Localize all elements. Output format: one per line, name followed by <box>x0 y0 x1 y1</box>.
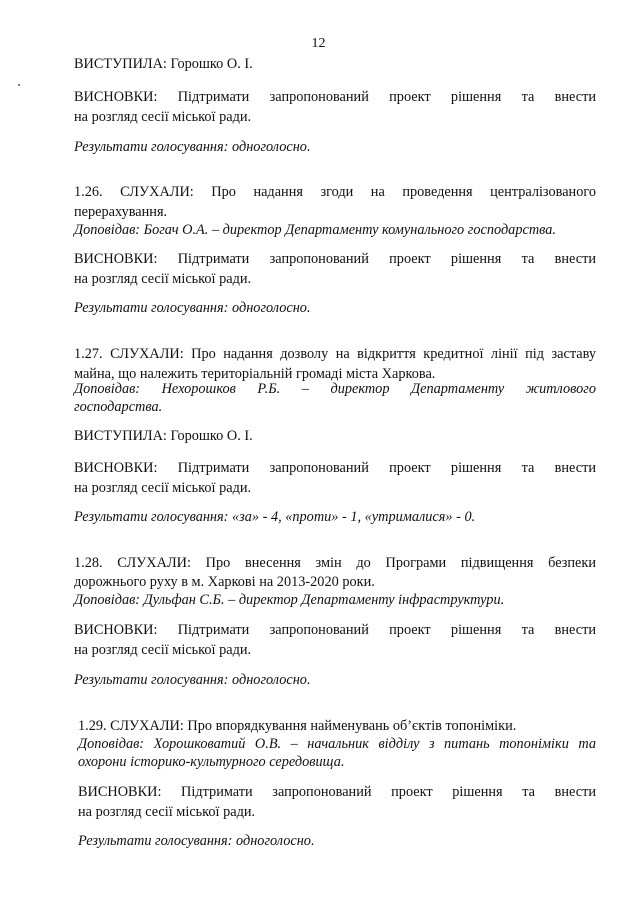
item-129-heard: 1.29. СЛУХАЛИ: Про впорядкування найменувань об’єктів топоніміки. <box>78 718 517 734</box>
item-127-heard-line-1: 1.27. СЛУХАЛИ: Про надання дозволу на відкриття кредитної лінії під заставу <box>74 346 596 362</box>
item-129-speaker-line-1: Доповідав: Хорошковатий О.В. – начальник відділу з питань топоніміки та <box>78 736 596 752</box>
item-128-conclusion-line-2: на розгляд сесії міської ради. <box>74 642 252 658</box>
item-126-speaker: Доповідав: Богач О.А. – директор Департаменту комунального господарства. <box>74 222 556 238</box>
item-127-conclusion-line-1: ВИСНОВКИ: Підтримати запропонований проект рішення та внести <box>74 460 596 476</box>
item-128-speaker: Доповідав: Дульфан С.Б. – директор Департаменту інфраструктури. <box>74 592 505 608</box>
item-129-vote-result: Результати голосування: одноголосно. <box>78 833 315 849</box>
scan-speck <box>18 84 20 86</box>
item-127-spoke: ВИСТУПИЛА: Горошко О. І. <box>74 428 253 444</box>
item-129-speaker-line-2: охорони історико-культурного середовища. <box>78 754 345 770</box>
item-129-conclusion-line-1: ВИСНОВКИ: Підтримати запропонований проект рішення та внести <box>78 784 596 800</box>
item-127-heard-line-2: майна, що належить територіальній громаді міста Харкова. <box>74 366 436 382</box>
item-127-vote-result: Результати голосування: «за» - 4, «проти» - 1, «утрималися» - 0. <box>74 509 476 525</box>
item-128-conclusion-line-1: ВИСНОВКИ: Підтримати запропонований проект рішення та внести <box>74 622 596 638</box>
intro-conclusion-line-2: на розгляд сесії міської ради. <box>74 109 252 125</box>
item-128-heard-line-2: дорожнього руху в м. Харкові на 2013-2020 роки. <box>74 574 375 590</box>
item-127-speaker-line-2: господарства. <box>74 399 163 415</box>
item-128-vote-result: Результати голосування: одноголосно. <box>74 672 311 688</box>
intro-spoke: ВИСТУПИЛА: Горошко О. І. <box>74 56 253 72</box>
intro-conclusion-line-1: ВИСНОВКИ: Підтримати запропонований проект рішення та внести <box>74 89 596 105</box>
page-number: 12 <box>311 36 326 51</box>
item-126-conclusion-line-1: ВИСНОВКИ: Підтримати запропонований проект рішення та внести <box>74 251 596 267</box>
intro-vote-result: Результати голосування: одноголосно. <box>74 139 311 155</box>
item-126-conclusion-line-2: на розгляд сесії міської ради. <box>74 271 252 287</box>
item-126-vote-result: Результати голосування: одноголосно. <box>74 300 311 316</box>
item-126-heard-line-1: 1.26. СЛУХАЛИ: Про надання згоди на проведення централізованого <box>74 184 596 200</box>
item-128-heard-line-1: 1.28. СЛУХАЛИ: Про внесення змін до Програми підвищення безпеки <box>74 555 596 571</box>
item-126-heard-line-2: перерахування. <box>74 204 168 220</box>
item-129-conclusion-line-2: на розгляд сесії міської ради. <box>78 804 256 820</box>
item-127-conclusion-line-2: на розгляд сесії міської ради. <box>74 480 252 496</box>
item-127-speaker-line-1: Доповідав: Нехорошков Р.Б. – директор Департаменту житлового <box>74 381 596 397</box>
